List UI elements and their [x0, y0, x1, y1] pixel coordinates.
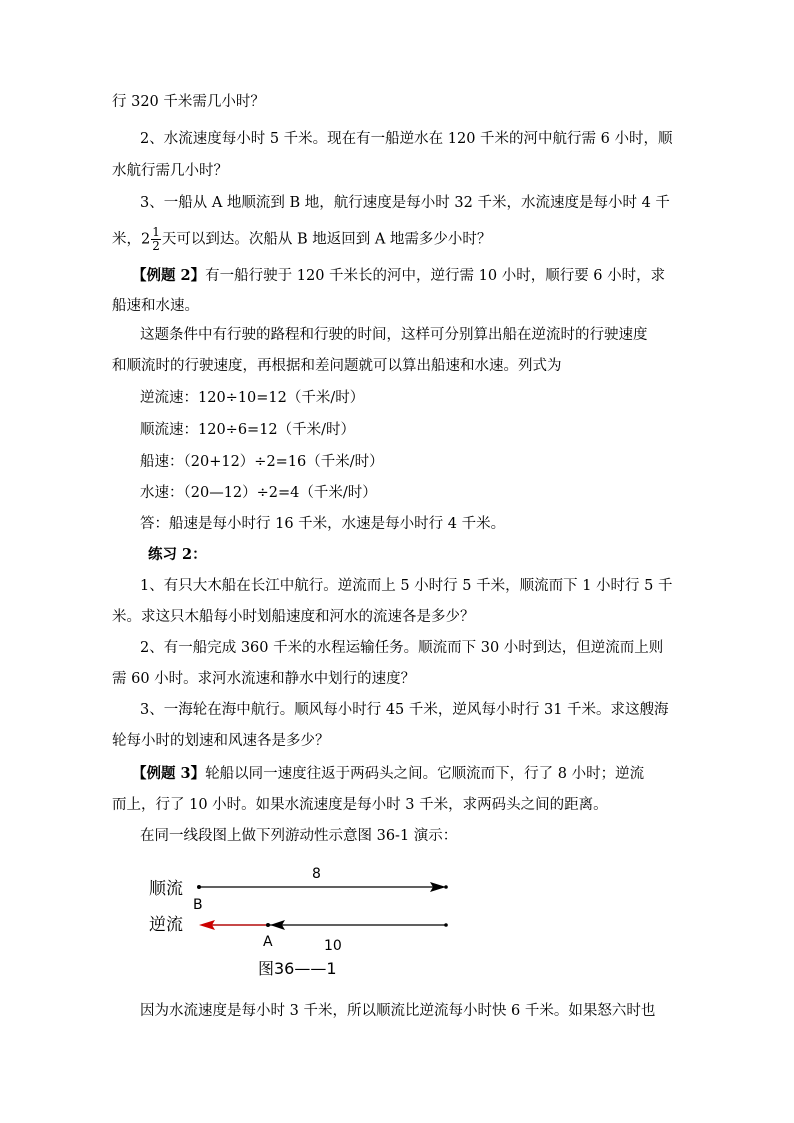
text-line: 因为水流速度是每小时 3 千米，所以顺流比逆流每小时快 6 千米。如果怒六时也 [140, 1003, 656, 1019]
text-line: 行 320 千米需几小时？ [112, 94, 265, 110]
mixed-number-whole: 2 [141, 231, 151, 248]
text-line: 轮每小时的划速和风速各是多少？ [112, 733, 330, 749]
text-line: 答：船速是每小时行 16 千米，水速是每小时行 4 千米。 [140, 516, 506, 532]
upstream-start-marker [444, 923, 448, 927]
text-line: 1、有只大木船在长江中航行。逆流而上 5 小时行 5 千米，顺流而下 1 小时行 5 千 [140, 578, 673, 594]
text-line: 需 60 小时。求河水流速和静水中划行的速度？ [112, 671, 416, 687]
text-line: 3、一船从 A 地顺流到 B 地，航行速度是每小时 32 千米，水流速度是每小时 4 千 [140, 195, 670, 211]
text-fragment: 有一船行驶于 120 千米长的河中，逆行需 10 小时，顺行要 6 小时，求 [205, 268, 666, 284]
text-line: 而上，行了 10 小时。如果水流速度是每小时 3 千米，求两码头之间的距离。 [112, 797, 608, 813]
text-fragment: 轮船以同一速度往返于两码头之间。它顺流而下，行了 8 小时；逆流 [205, 766, 645, 782]
line-segment-diagram [140, 860, 470, 980]
point-a-marker [266, 923, 270, 927]
label-b: B [193, 897, 203, 913]
text-line: 和顺流时的行驶速度，再根据和差问题就可以算出船速和水速。列式为 [112, 358, 562, 374]
figure-caption: 图36——1 [258, 959, 337, 978]
fraction-denominator: 2 [152, 239, 160, 253]
label-8: 8 [312, 866, 321, 882]
example-label: 【例题 2】 [132, 267, 206, 284]
text-line [112, 226, 491, 253]
text-line: 2、水流速度每小时 5 千米。现在有一船逆水在 120 千米的河中航行需 6 小时，顺 [140, 131, 673, 147]
text-line: 这题条件中有行驶的路程和行驶的时间，这样可分别算出船在逆流时的行驶速度 [140, 327, 648, 343]
text-line: 米。求这只木船每小时划船速度和河水的流速各是多少？ [112, 609, 475, 625]
label-10: 10 [324, 938, 342, 954]
label-downstream: 顺流 [149, 879, 183, 899]
text-line: 2、有一船完成 360 千米的水程运输任务。顺流而下 30 小时到达，但逆流而上则 [140, 640, 664, 656]
text-line [132, 764, 644, 784]
downstream-end-marker [444, 885, 448, 889]
text-line: 船速和水速。 [112, 298, 199, 314]
text-line: 船速：（20+12）÷2=16（千米/时） [140, 454, 384, 470]
text-line: 在同一线段图上做下列游动性示意图 36-1 演示： [140, 828, 458, 844]
text-line [132, 266, 665, 286]
text-line: 水速：（20—12）÷2=4（千米/时） [140, 485, 377, 501]
label-a: A [263, 934, 273, 950]
section-heading: 练习 2： [148, 546, 207, 563]
text-line: 顺流速：120÷6=12（千米/时） [140, 422, 356, 438]
text-fragment: 米， [112, 231, 141, 248]
text-line: 逆流速：120÷10=12（千米/时） [140, 390, 365, 406]
text-line: 水航行需几小时？ [112, 163, 228, 179]
text-fragment: 天可以到达。次船从 B 地返回到 A 地需多少小时？ [161, 231, 492, 248]
fraction-numerator: 1 [152, 225, 160, 239]
fraction [151, 226, 161, 253]
example-label: 【例题 3】 [132, 765, 206, 782]
label-upstream: 逆流 [149, 915, 183, 935]
text-line: 3、一海轮在海中航行。顺风每小时行 45 千米，逆风每小时行 31 千米。求这艘海 [140, 702, 669, 718]
point-b-marker [197, 885, 201, 889]
